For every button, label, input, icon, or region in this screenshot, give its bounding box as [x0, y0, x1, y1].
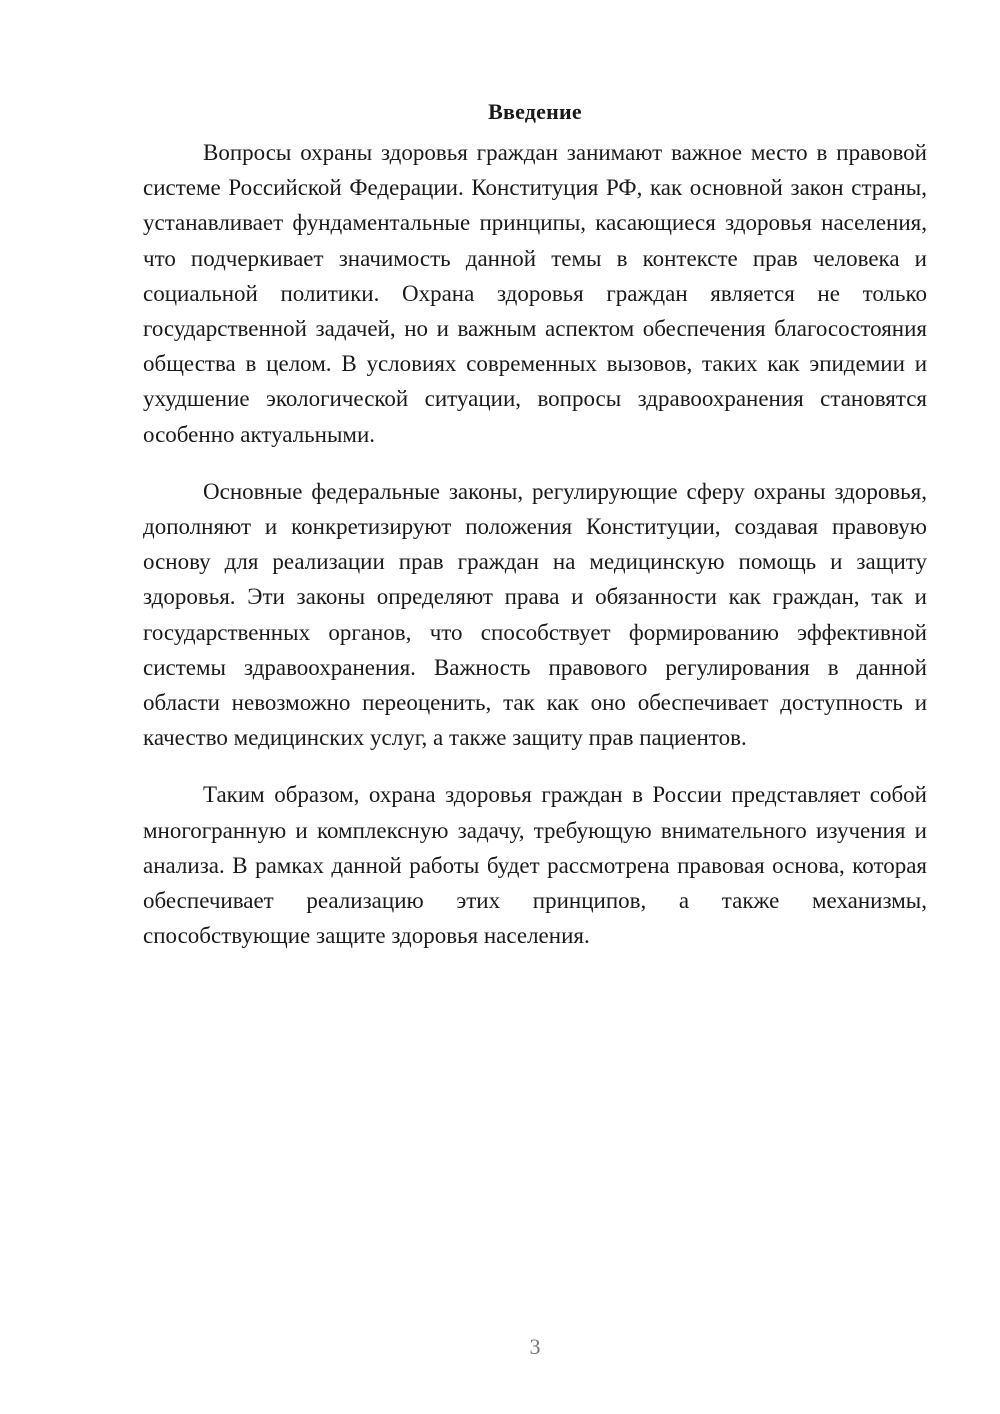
page-number: 3 [529, 1334, 541, 1359]
page-content [143, 97, 927, 975]
section-title: Введение [488, 99, 582, 124]
paragraph-2: Основные федеральные законы, регулирующие сферу охраны здоровья, дополняют и конкретизируют положения Конституции, создавая правовую основу для реализации прав граждан на медицинскую помощь и защиту здоровья. Эти законы определяют права и обязанности как граждан, так и государственных органов, что способствует формированию эффективной системы здравоохранения. Важность правового регулирования в данной области невозможно переоценить, так как оно обеспечивает доступность и качество медицинских услуг, а также защиту прав пациентов. [143, 478, 927, 751]
paragraph-3: Таким образом, охрана здоровья граждан в России представляет собой многогранную и комплексную задачу, требующую внимательного изучения и анализа. В рамках данной работы будет рассмотрена правовая основа, которая обеспечивает реализацию этих принципов, а также механизмы, способствующие защите здоровья населения. [143, 782, 927, 949]
paragraph-1: Вопросы охраны здоровья граждан занимают важное место в правовой системе Российской Федерации. Конституция РФ, как основной закон страны, устанавливает фундаментальные принципы, касающиеся здоровья населения, что подчеркивает значимость данной темы в контексте прав человека и социальной политики. Охрана здоровья граждан является не только государственной задачей, но и важным аспектом обеспечения благосостояния общества в целом. В условиях современных вызовов, таких как эпидемии и ухудшение экологической ситуации, вопросы здравоохранения становятся особенно актуальными. [143, 140, 927, 447]
